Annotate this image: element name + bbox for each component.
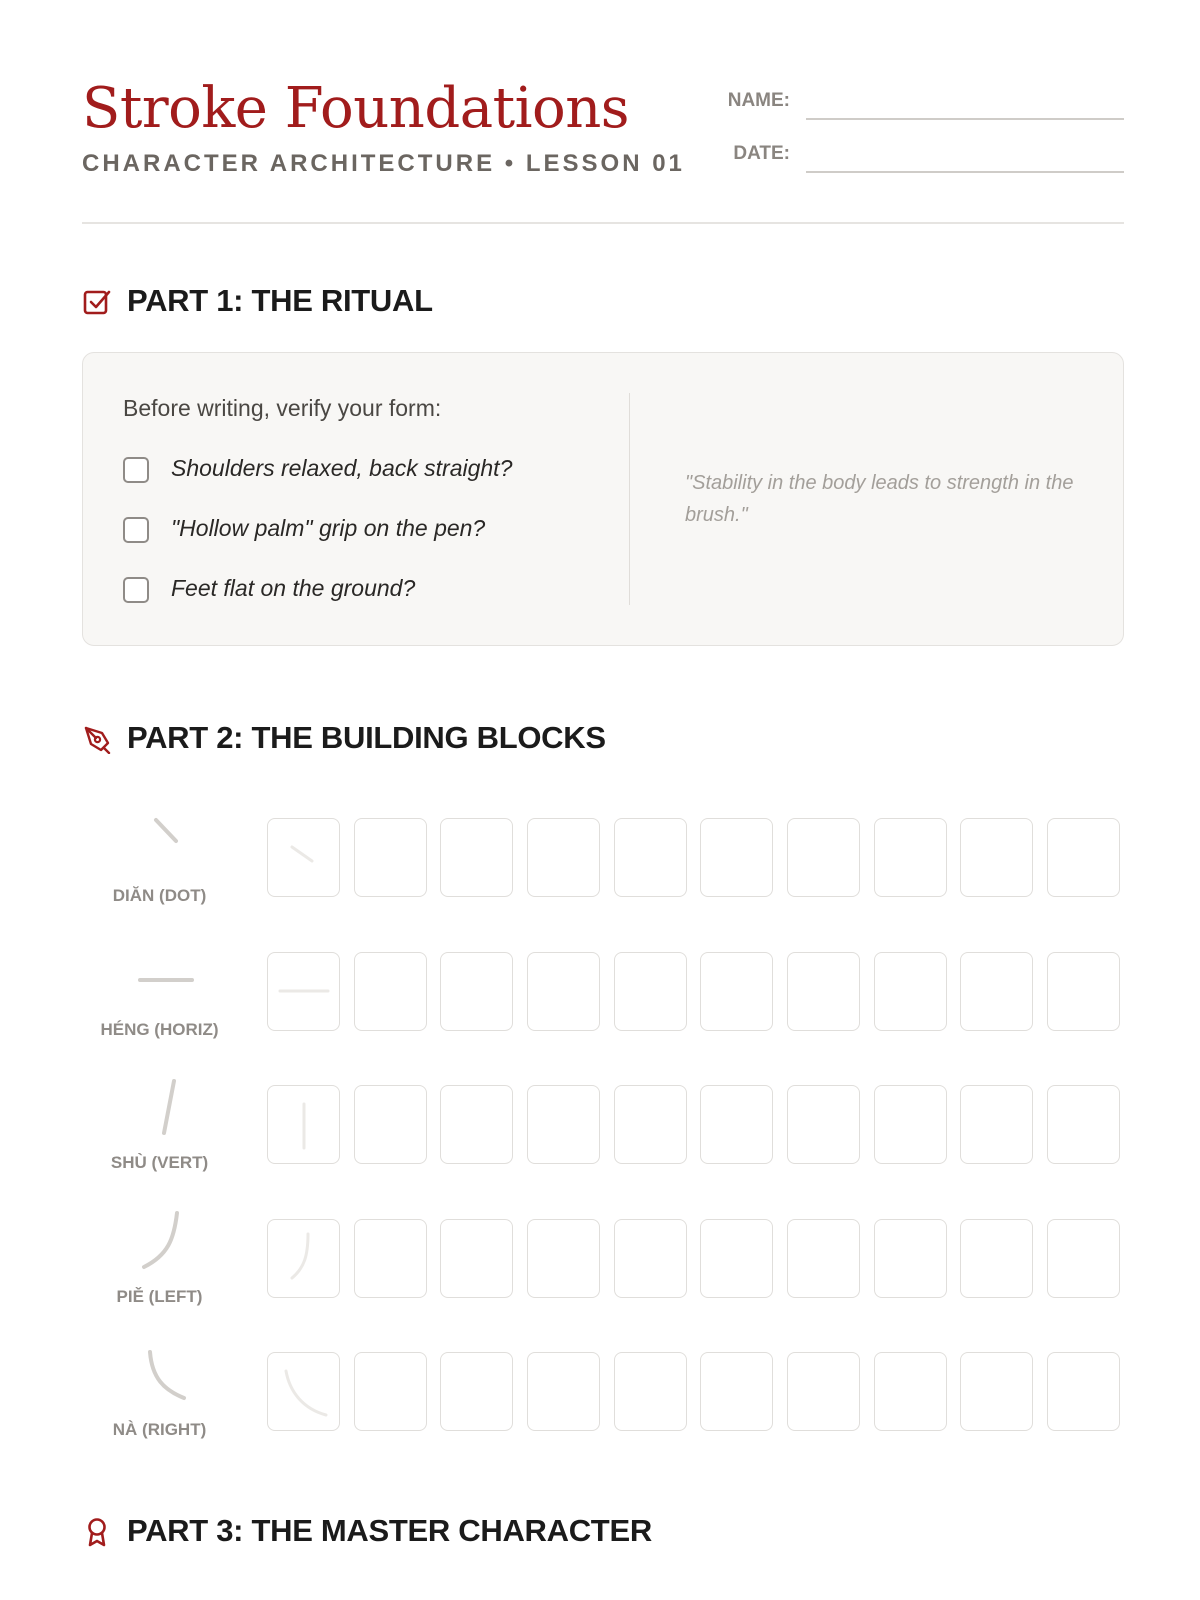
checkbox-check-icon xyxy=(82,287,112,317)
trace-cell[interactable] xyxy=(267,818,340,897)
date-input-line[interactable] xyxy=(806,171,1124,173)
stroke-label: DIĂN (DOT) xyxy=(112,886,207,905)
practice-cell[interactable] xyxy=(787,1352,860,1431)
checklist-item[interactable] xyxy=(123,455,623,485)
checkbox[interactable] xyxy=(123,577,149,603)
part2-heading xyxy=(82,720,982,760)
worksheet-header xyxy=(82,76,1124,224)
pen-nib-icon xyxy=(82,724,112,754)
practice-cell[interactable] xyxy=(354,1085,427,1164)
stroke-row xyxy=(82,1075,1124,1187)
checklist-item[interactable] xyxy=(123,515,623,545)
date-label: DATE: xyxy=(733,143,790,164)
practice-cell[interactable] xyxy=(700,1085,773,1164)
name-input-line[interactable] xyxy=(806,118,1124,120)
practice-cell[interactable] xyxy=(527,1085,600,1164)
stroke-row xyxy=(82,942,1124,1054)
practice-cell[interactable] xyxy=(700,1219,773,1298)
page-subtitle: CHARACTER ARCHITECTURE • LESSON 01 xyxy=(82,150,685,177)
practice-cell[interactable] xyxy=(527,1352,600,1431)
horizontal-trace-stroke-icon xyxy=(268,953,341,1032)
practice-cell[interactable] xyxy=(1047,818,1120,897)
stroke-label: NÀ (RIGHT) xyxy=(112,1420,207,1439)
practice-cell[interactable] xyxy=(527,1219,600,1298)
practice-cell[interactable] xyxy=(354,952,427,1031)
practice-cell[interactable] xyxy=(1047,1085,1120,1164)
ritual-intro: Before writing, verify your form: xyxy=(123,395,442,421)
checklist-item[interactable] xyxy=(123,575,623,605)
name-field[interactable] xyxy=(720,88,1124,118)
practice-cell[interactable] xyxy=(614,1085,687,1164)
practice-cell[interactable] xyxy=(440,1085,513,1164)
checklist-item-label: Feet flat on the ground? xyxy=(171,575,416,601)
stroke-label: HÉNG (HORIZ) xyxy=(100,1020,219,1039)
practice-cell[interactable] xyxy=(354,1352,427,1431)
horizontal-stroke-model-icon xyxy=(82,942,237,1012)
practice-cell[interactable] xyxy=(354,1219,427,1298)
trace-cell[interactable] xyxy=(267,952,340,1031)
practice-cell[interactable] xyxy=(1047,1352,1120,1431)
part1-title: PART 1: THE RITUAL xyxy=(127,283,433,318)
practice-cell[interactable] xyxy=(440,952,513,1031)
practice-cell[interactable] xyxy=(787,952,860,1031)
practice-cell[interactable] xyxy=(960,952,1033,1031)
practice-cell[interactable] xyxy=(700,952,773,1031)
practice-cell[interactable] xyxy=(874,952,947,1031)
checklist-item-label: "Hollow palm" grip on the pen? xyxy=(171,515,486,541)
practice-cell[interactable] xyxy=(527,952,600,1031)
part3-title: PART 3: THE MASTER CHARACTER xyxy=(127,1513,652,1548)
trace-cell[interactable] xyxy=(267,1085,340,1164)
part1-heading xyxy=(82,283,982,323)
part2-title: PART 2: THE BUILDING BLOCKS xyxy=(127,720,606,755)
ritual-quote: "Stability in the body leads to strength in the brush." xyxy=(685,472,1074,526)
practice-cell[interactable] xyxy=(440,818,513,897)
practice-cell[interactable] xyxy=(874,1219,947,1298)
practice-cell[interactable] xyxy=(960,1219,1033,1298)
practice-cell[interactable] xyxy=(700,818,773,897)
date-field[interactable] xyxy=(720,141,1124,171)
practice-cell[interactable] xyxy=(1047,952,1120,1031)
practice-cell[interactable] xyxy=(527,818,600,897)
ritual-card xyxy=(82,352,1124,646)
page-title: Stroke Foundations xyxy=(82,76,630,141)
practice-cell[interactable] xyxy=(787,1219,860,1298)
practice-cell[interactable] xyxy=(440,1219,513,1298)
practice-cell[interactable] xyxy=(614,952,687,1031)
practice-cell[interactable] xyxy=(354,818,427,897)
left-falling-trace-stroke-icon xyxy=(268,1220,341,1299)
dot-trace-stroke-icon xyxy=(268,819,341,898)
practice-cell[interactable] xyxy=(960,818,1033,897)
checklist-item-label: Shoulders relaxed, back straight? xyxy=(171,455,513,481)
trace-cell[interactable] xyxy=(267,1352,340,1431)
dot-stroke-model-icon xyxy=(82,808,237,878)
practice-cell[interactable] xyxy=(700,1352,773,1431)
vertical-stroke-model-icon xyxy=(82,1075,237,1145)
practice-cell[interactable] xyxy=(614,818,687,897)
stroke-label: SHÙ (VERT) xyxy=(110,1153,209,1172)
left-falling-stroke-model-icon xyxy=(82,1209,237,1279)
stroke-label: PIĚ (LEFT) xyxy=(116,1287,203,1306)
practice-cell[interactable] xyxy=(874,1352,947,1431)
practice-cell[interactable] xyxy=(1047,1219,1120,1298)
practice-cell[interactable] xyxy=(614,1219,687,1298)
practice-cell[interactable] xyxy=(874,818,947,897)
practice-cell[interactable] xyxy=(787,1085,860,1164)
stroke-row xyxy=(82,808,1124,920)
right-falling-trace-stroke-icon xyxy=(268,1353,341,1432)
ritual-divider xyxy=(629,393,630,605)
practice-cell[interactable] xyxy=(960,1085,1033,1164)
checkbox[interactable] xyxy=(123,517,149,543)
stroke-row xyxy=(82,1342,1124,1454)
vertical-trace-stroke-icon xyxy=(268,1086,341,1165)
practice-cell[interactable] xyxy=(874,1085,947,1164)
practice-cell[interactable] xyxy=(787,818,860,897)
stroke-row xyxy=(82,1209,1124,1321)
practice-cell[interactable] xyxy=(960,1352,1033,1431)
practice-cell[interactable] xyxy=(614,1352,687,1431)
practice-cell[interactable] xyxy=(440,1352,513,1431)
name-label: NAME: xyxy=(727,90,790,111)
checkbox[interactable] xyxy=(123,457,149,483)
award-ribbon-icon xyxy=(82,1517,112,1547)
trace-cell[interactable] xyxy=(267,1219,340,1298)
right-falling-stroke-model-icon xyxy=(82,1342,237,1412)
part3-heading xyxy=(82,1513,982,1553)
